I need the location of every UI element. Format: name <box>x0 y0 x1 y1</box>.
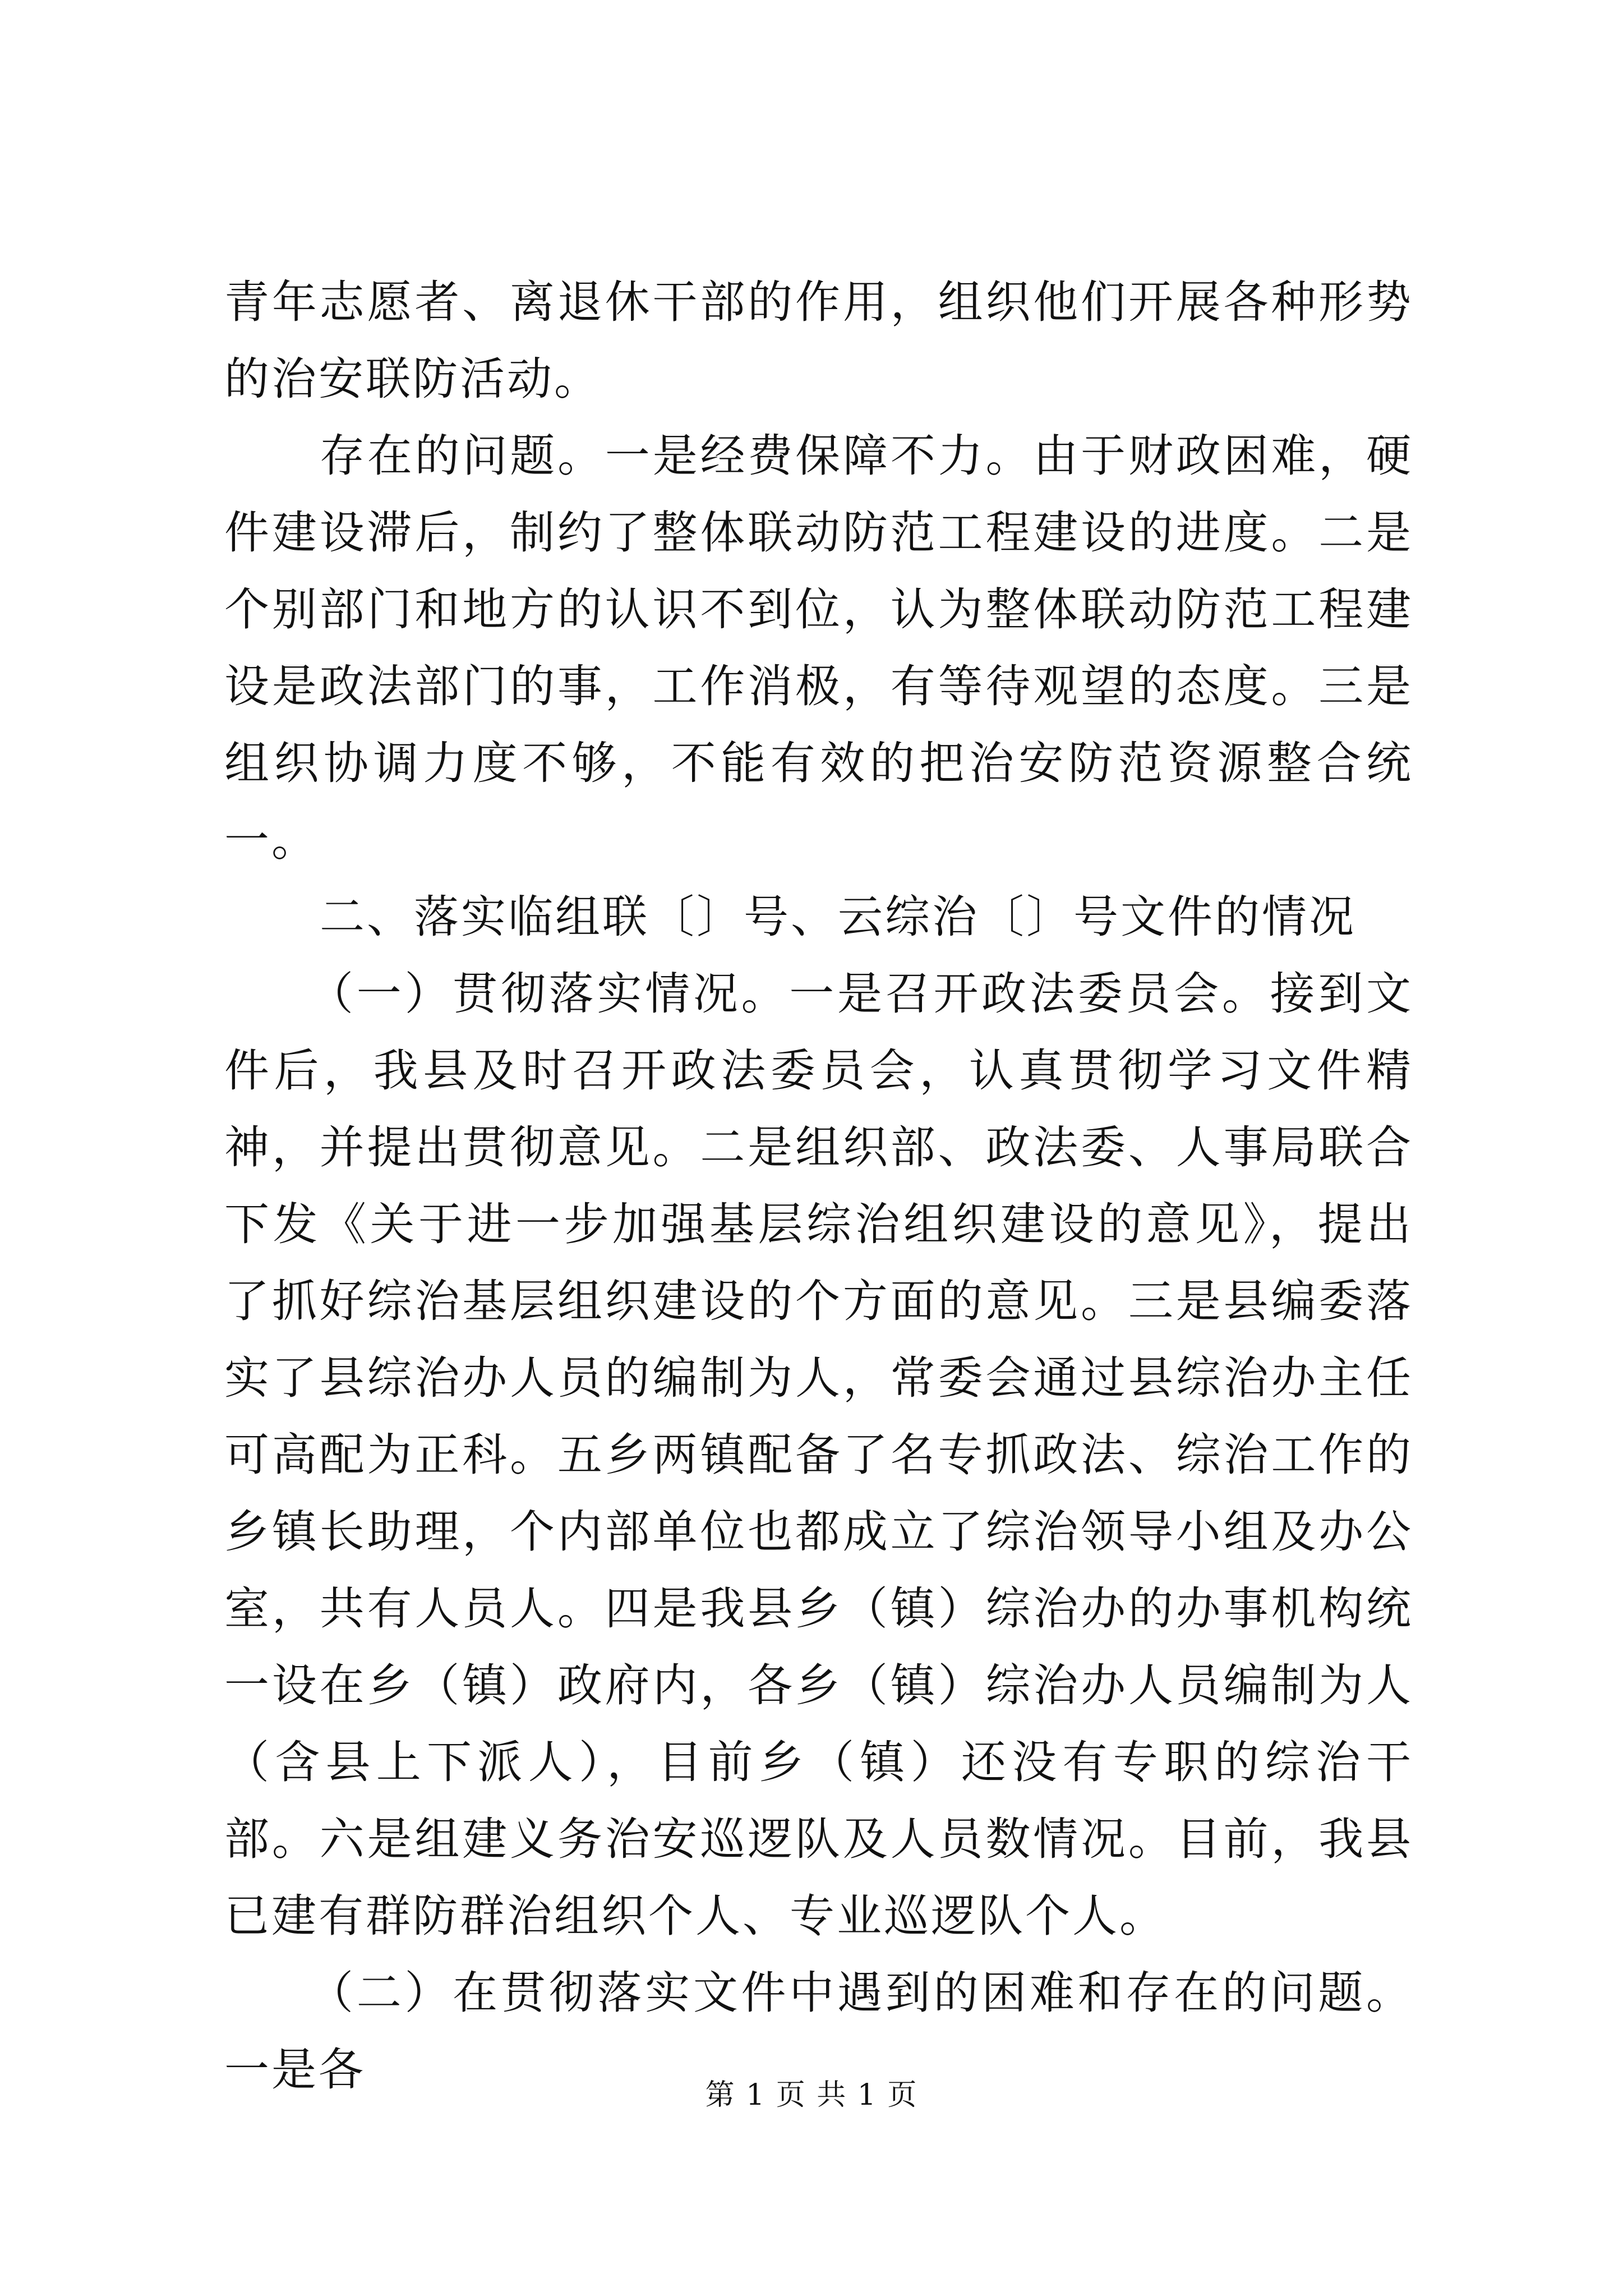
paragraph-difficulties: （二）在贯彻落实文件中遇到的困难和存在的问题。一是各 <box>224 1967 1413 2096</box>
section-heading: 二、落实临组联〔〕号、云综治〔〕号文件的情况 <box>320 891 1356 943</box>
paragraph-continuation: 青年志愿者、离退休干部的作用，组织他们开展各种形势的治安联防活动。 <box>224 276 1413 405</box>
document-body <box>224 264 1413 2108</box>
page-footer: 第 1 页 共 1 页 <box>705 2078 918 2112</box>
paragraph-problems: 存在的问题。一是经费保障不力。由于财政困难，硬件建设滞后，制约了整体联动防范工程建设的进度。二是个别部门和地方的认识不到位，认为整体联动防范工程建设是政法部门的事，工作消极，有等待观望的态度。三是组织协调力度不够，不能有效的把治安防范资源整合统一。 <box>224 430 1413 866</box>
paragraph-implementation: （一）贯彻落实情况。一是召开政法委员会。接到文件后，我县及时召开政法委员会，认真贯彻学习文件精神，并提出贯彻意见。二是组织部、政法委、人事局联合下发《关于进一步加强基层综治组织建设的意见》，提出了抓好综治基层组织建设的个方面的意见。三是县编委落实了县综治办人员的编制为人，常委会通过县综治办主任可高配为正科。五乡两镇配备了名专抓政法、综治工作的乡镇长助理，个内部单位也都成立了综治领导小组及办公室，共有人员人。四是我县乡（镇）综治办的办事机构统一设在乡（镇）政府内，各乡（镇）综治办人员编制为人（含县上下派人），目前乡（镇）还没有专职的综治干部。六是组建义务治安巡逻队及人员数情况。目前，我县已建有群防群治组织个人、专业巡逻队个人。 <box>224 968 1413 1942</box>
